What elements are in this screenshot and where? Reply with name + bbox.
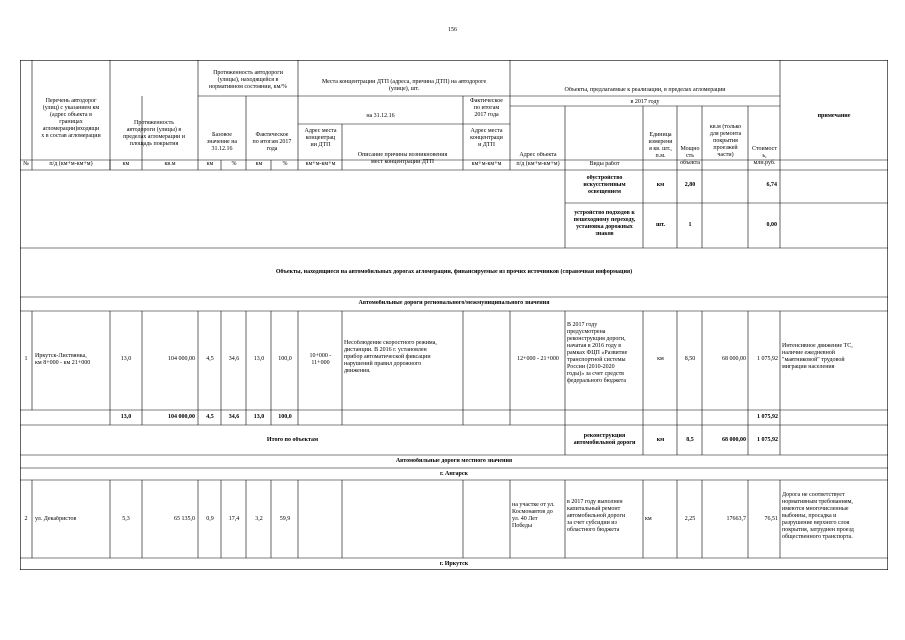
object-address-header: Адрес объекта [519, 152, 557, 158]
item2-km: 5,3 [122, 516, 130, 522]
row1-cost: 6,74 [766, 182, 777, 188]
item2-object-address: на участке от ул. Космонавтов до ул. 40 Лет Победы [512, 502, 555, 529]
year-2017-header: в 2017 году [630, 99, 660, 105]
item2-unit: км [645, 516, 652, 522]
item1-note: Интенсивное движение ТС, наличие ежедневной "маятниковой" трудовой миграции населения [782, 343, 853, 370]
cost-header: Стоимост ь, млн.руб. [752, 146, 777, 166]
length-header: Протяженность автодороги (улицы) в пределах агломерации и площадь покрытия [123, 120, 185, 147]
capacity-header: Мощно сть объекта [680, 146, 700, 166]
length-sqm-unit: кв.м [164, 161, 176, 167]
item1-cost: 1 075,92 [757, 356, 778, 362]
dtp-address-header: Адрес места концентрац ии ДТП [304, 128, 337, 148]
note-header: примечание [817, 113, 851, 119]
item1-capacity: 8,50 [684, 356, 696, 362]
item1-km: 13,0 [120, 356, 132, 362]
col-number-header: № [23, 161, 29, 167]
subtotal-actual-pct: 100,0 [278, 414, 292, 420]
item2-actual-pct: 59,9 [279, 516, 291, 522]
item2-work: в 2017 году выполнен капитальный ремонт автомобильной дороги за счет субсидии из областного бюджета [567, 499, 626, 533]
item1-actual-pct: 100,0 [278, 356, 292, 362]
item2-sqm: 65 135,0 [174, 516, 195, 522]
road-list-unit: п/д (км+м-км+м) [49, 161, 93, 167]
item1-road: Иркутск-Листвянка, км 8+000 - км 21+000 [35, 353, 91, 366]
item1-work: В 2017 году предусмотрена реконструкция дороги, начатая в 2016 году в рамках ФЦП «Развитие транспортной системы России (2010-2020 годы)» за счет средств федерального бюджета [567, 322, 628, 384]
length-km-unit: км [122, 161, 130, 167]
section-other-sources: Объекты, находящиеся на автомобильных дорогах агломерации, финансируемые из прочих источников (справочная информация) [275, 269, 633, 275]
dtp-actual-header: Фактическое по итогам 2017 года [470, 98, 503, 118]
item2-number: 2 [24, 516, 28, 522]
row2-unit: шт. [655, 222, 666, 228]
total-cost: 1 075,92 [757, 437, 778, 443]
dtp-km-unit: км+м-км+м [305, 161, 336, 167]
row2-work: устройство подходов к пешеходному переходу, установка дорожных знаков [573, 210, 636, 237]
total-work: реконструкция автомобильной дороги [573, 433, 636, 446]
base-pct-unit: % [231, 161, 237, 167]
subtotal-base-km: 4,5 [206, 414, 214, 420]
item2-base-km: 0,9 [206, 516, 214, 522]
unit-measure-header: Единица измерени я кв. шт., п.м. [648, 132, 673, 159]
total-sqm-repair: 68 000,00 [722, 437, 746, 443]
actual-2017-header: Фактическое по итогам 2017 года [252, 132, 292, 152]
actual-pct-unit: % [282, 161, 288, 167]
item1-sqm: 104 000,00 [168, 356, 195, 362]
item2-actual-km: 3,2 [255, 516, 263, 522]
item2-sqm-repair: 17663,7 [726, 516, 746, 522]
item1-dtp-address: 10+000 - 11+000 [309, 353, 332, 366]
base-value-header: Базовое значение на 31.12.16 [206, 132, 238, 152]
row1-capacity: 2,80 [684, 182, 696, 188]
total-unit: км [656, 437, 665, 443]
data-table [20, 60, 888, 570]
item2-cost: 76,51 [764, 516, 778, 522]
row2-capacity: 1 [688, 222, 692, 228]
subtotal-cost: 1 075,92 [757, 414, 778, 420]
item1-base-pct: 34,6 [228, 356, 240, 362]
dtp-date-header: на 31.12.16 [366, 113, 395, 119]
dtp-km-unit-2: км+м-км+м [471, 161, 502, 167]
section-regional-roads: Автомобильные дороги регионального/межмуниципального значения [358, 300, 550, 306]
item1-base-km: 4,5 [206, 356, 214, 362]
item1-unit: км [657, 356, 664, 362]
city-angarsk: г. Ангарск [439, 471, 469, 477]
subtotal-sqm: 104 000,00 [168, 414, 195, 420]
item2-note: Дорога не соответствует нормативным требованиям, имеются многочисленные выбоины, просадка и разрушение верхнего слоя покрытия, затруднен проезд общественного транспорта. [782, 492, 854, 540]
item1-dtp-reason: Несоблюдение скоростного режима, дистанции. В 2016 г. установлен прибор автоматической фиксации нарушений правил дорожного движения. [344, 340, 437, 374]
item2-road: ул. Декабристов [35, 516, 77, 522]
subtotal-km: 13,0 [120, 414, 132, 420]
subtotal-base-pct: 34,6 [228, 414, 240, 420]
item1-object-address: 12+000 - 21+000 [517, 356, 559, 362]
total-label: Итого по объектам [266, 437, 319, 443]
item2-base-pct: 17,4 [228, 516, 240, 522]
row1-work: обустройство искусственным освещением [583, 175, 626, 195]
city-irkutsk: г. Иркутск [439, 561, 469, 567]
dtp-reason-header: Описание причины возникновения мест концентрации ДТП [357, 152, 448, 165]
row2-cost: 0,00 [766, 222, 777, 228]
base-km-unit: км [206, 161, 214, 167]
work-types-header: Виды работ [589, 161, 620, 167]
road-list-header: Перечень автодорог (улиц) с указанием км (адрес объекта в границах агломерации)входящи х в состав агломерации [41, 98, 101, 139]
dtp-header: Места концентрации ДТП (адреса, причина ДТП) на автодороге (улице), шт. [321, 79, 487, 92]
dtp-address2-header: Адрес места концентраци и ДТП [470, 128, 503, 148]
total-capacity: 8,5 [686, 437, 694, 443]
objects-header: Объекты, предлагаемые к реализации, в пределах агломерации [564, 87, 726, 93]
row1-unit: км [656, 182, 665, 188]
item1-sqm-repair: 68 000,00 [722, 356, 746, 362]
object-address-unit: п/д (км+м-км+м) [516, 161, 560, 167]
item1-actual-km: 13,0 [253, 356, 265, 362]
actual-km-unit: км [255, 161, 263, 167]
section-local-roads: Автомобильные дороги местного значения [395, 458, 513, 464]
sqm-repair-header: кв.м (только для ремонта покрытия проезжей части) [709, 124, 742, 158]
page-number: 156 [448, 27, 457, 33]
item2-capacity: 2,25 [684, 516, 696, 522]
norm-state-header: Протяженность автодороги (улицы), находящейся в нормативном состоянии, км/% [208, 70, 288, 90]
subtotal-actual-km: 13,0 [253, 414, 265, 420]
item1-number: 1 [24, 356, 28, 362]
